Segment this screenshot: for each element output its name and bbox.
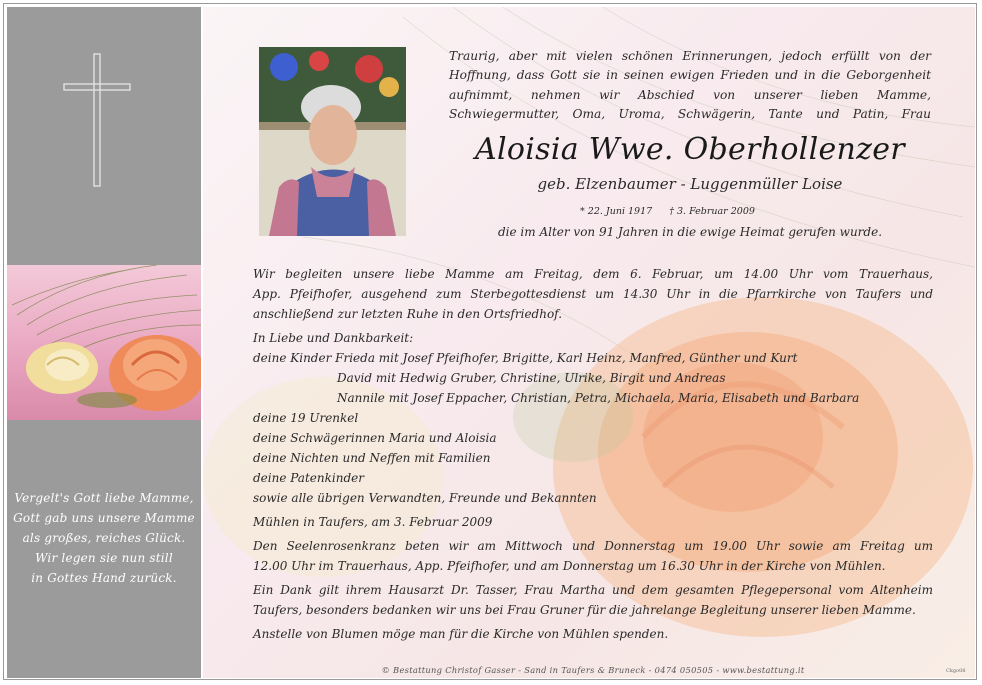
birth-date: * 22. Juni 1917: [580, 206, 653, 217]
cross-icon: [62, 52, 132, 188]
portrait-photo: [259, 47, 406, 236]
verse-line: als großes, reiches Glück.: [22, 531, 186, 545]
rosary-line: Den Seelenrosenkranz beten wir am Mittwoch und Donnerstag um 19.00 Uhr sowie am Freitag um: [253, 539, 933, 553]
mourner-line: Nannile mit Josef Eppacher, Christian, Petra, Michaela, Maria, Elisabeth und Barbara: [337, 391, 860, 405]
age-line: die im Alter von 91 Jahren in die ewige Heimat gerufen wurde.: [497, 225, 883, 239]
side-verse: [7, 488, 201, 588]
footer-credit: © Bestattung Christof Gasser - Sand in Taufers & Bruneck - 0474 050505 - www.bestattung.it: [381, 665, 805, 675]
flowers-note: Anstelle von Blumen möge man für die Kirche von Mühlen spenden.: [253, 627, 669, 641]
deceased-name: Aloisia Wwe. Oberhollenzer: [475, 132, 905, 167]
verse-line: Vergelt's Gott liebe Mamme,: [14, 491, 194, 505]
mourners-heading: In Liebe und Dankbarkeit:: [253, 331, 414, 345]
mourner-line: deine Kinder Frieda mit Josef Pfeifhofer, Brigitte, Karl Heinz, Manfred, Günther und Kurt: [253, 351, 798, 365]
mourner-line: deine Nichten und Neffen mit Familien: [253, 451, 491, 465]
thanks-line: Taufers, besonders bedanken wir uns bei Frau Gruner für die jahrelange Begleitung unserer lieben Mamme.: [253, 603, 916, 617]
funeral-line: anschließend zur letzten Ruhe in den Ortsfriedhof.: [253, 307, 563, 321]
verse-line: Wir legen sie nun still: [35, 551, 173, 565]
verse-line: in Gottes Hand zurück.: [31, 571, 177, 585]
mourner-line: David mit Hedwig Gruber, Christine, Ulrike, Birgit und Andreas: [337, 371, 726, 385]
mourner-line: sowie alle übrigen Verwandten, Freunde und Bekannten: [253, 491, 597, 505]
funeral-line: App. Pfeifhofer, ausgehend zum Sterbegottesdienst um 14.30 Uhr in die Pfarrkirche von Taufers und: [253, 287, 933, 301]
intro-paragraph: Traurig, aber mit vielen schönen Erinnerungen, jedoch erfüllt von der Hoffnung, dass Gott sie in seinen ewigen Frieden und in die Geborgenheit aufnimmt, nehmen wir Abschied von unserer lieben Mamme, Schwiegermutter, Oma, Uroma, Schwägerin, Tante und Patin, Frau: [449, 49, 931, 121]
life-dates: [580, 206, 769, 217]
mourner-line: deine Schwägerinnen Maria und Aloisia: [253, 431, 497, 445]
intro-text: [449, 47, 931, 124]
rose-image: [7, 265, 201, 420]
place-date: Mühlen in Taufers, am 3. Februar 2009: [253, 515, 493, 529]
thanks-line: Ein Dank gilt ihrem Hausarzt Dr. Tasser, Frau Martha und dem gesamten Pflegepersonal vom Altenheim: [253, 583, 933, 597]
rosary-line: 12.00 Uhr im Trauerhaus, App. Pfeifhofer, und am Donnerstag um 16.30 Uhr in der Kirche von Mühlen.: [253, 559, 886, 573]
funeral-line: Wir begleiten unsere liebe Mamme am Freitag, dem 6. Februar, um 14.00 Uhr vom Trauerhaus,: [253, 267, 933, 281]
death-date: † 3. Februar 2009: [669, 206, 755, 217]
maiden-name: geb. Elzenbaumer - Luggenmüller Loise: [537, 175, 843, 193]
template-code: Ckgo08: [946, 668, 966, 674]
mourner-line: deine Patenkinder: [253, 471, 364, 485]
notice-body: [253, 264, 933, 644]
verse-line: Gott gab uns unsere Mamme: [13, 511, 195, 525]
mourner-line: deine 19 Urenkel: [253, 411, 359, 425]
